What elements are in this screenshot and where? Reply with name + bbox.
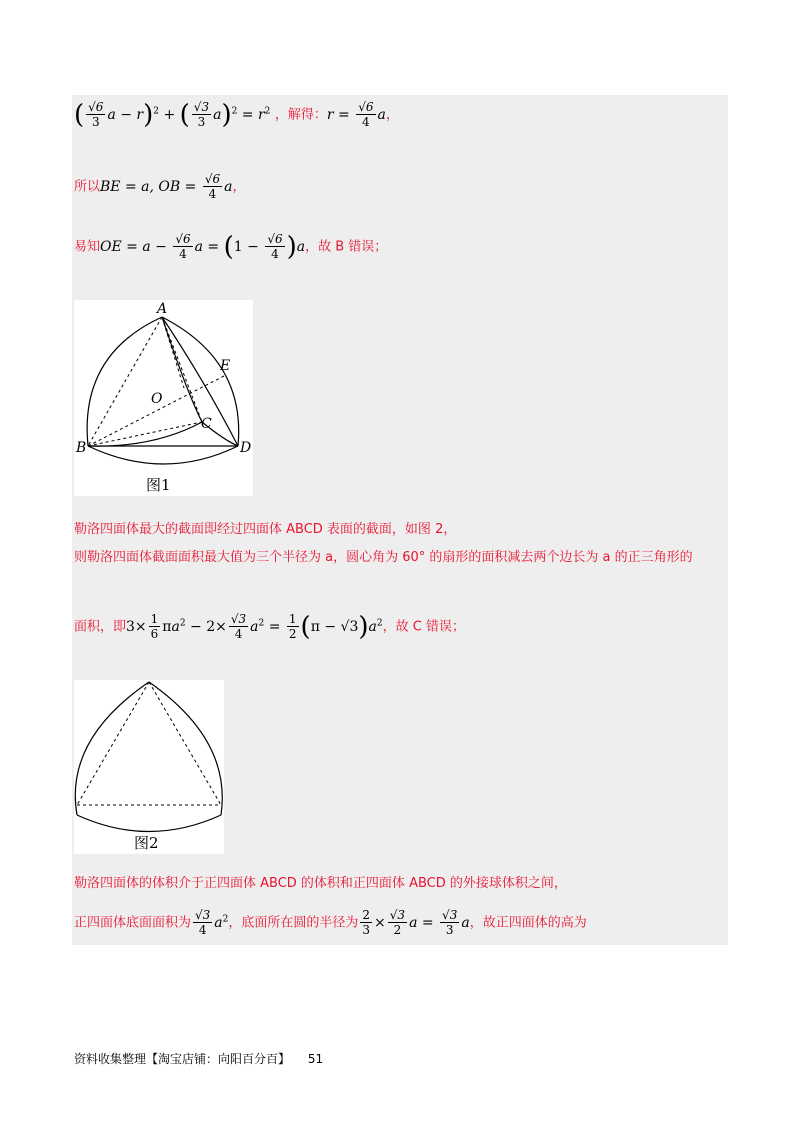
line-4: 勒洛四面体最大的截面即经过四面体 ABCD 表面的截面，如图 2， [74, 522, 457, 537]
figure-2 [74, 680, 224, 854]
equation-line-8: 正四面体底面面积为 $\frac{√3}{4}$ $a^2$，底面所在圆的半径为 $\frac{2}{3}$ × $\frac{√3}{2}$ a = $\frac{√3}{3}$ a，故正四面体的高为 [74, 908, 587, 937]
line-6-prefix: 面积，即 [74, 619, 127, 635]
figure-1-caption: 图1 [146, 476, 171, 494]
line-6-tail: ，故 C 错误； [382, 619, 465, 635]
label-a: A [157, 301, 168, 317]
equation-line-1: ( $\frac{√6}{3}$ a − r)$^2$ + ( $\frac{√3}{3}$ $a)^2 = r^2$ ，解得：r = $\frac{√6}{4}$ a， [74, 99, 399, 130]
label-b: B [76, 440, 87, 456]
line-5: 则勒洛四面体截面面积最大值为三个半径为 a，圆心角为 60° 的扇形的面积减去两个边长为 a 的正三角形的 [74, 550, 693, 565]
line-8-tail: ，故正四面体的高为 [469, 915, 587, 931]
label-d: D [240, 440, 252, 456]
line-8-prefix: 正四面体底面面积为 [74, 915, 192, 931]
label-e: E [220, 358, 231, 374]
equation-1: ( $\frac{√6}{3}$ a − r)$^2$ + ( $\frac{√3}{3}$ $a)^2 = r^2$ [74, 99, 271, 130]
line-7: 勒洛四面体的体积介于正四面体 ABCD 的体积和正四面体 ABCD 的外接球体积之间， [74, 876, 567, 891]
equation-line-2: 所以BE = a, OB = $\frac{√6}{4}$ a， [74, 172, 246, 201]
page-number: 51 [307, 1052, 324, 1066]
line-3-prefix: 易知 [74, 239, 101, 255]
line-3-tail: ，故 B 错误； [305, 239, 388, 255]
label-o: O [151, 391, 163, 407]
footer-source: 资料收集整理【淘宝店铺：向阳百分百】 [74, 1052, 291, 1066]
line-8-mid: ，底面所在圆的半径为 [228, 915, 359, 931]
reuleaux-triangle-diagram [74, 680, 224, 854]
line-1-text: ，解得： [274, 107, 327, 123]
figure-1 [74, 300, 253, 496]
figure-2-caption: 图2 [134, 834, 159, 852]
equation-line-6: 面积，即3× $\frac{1}{6}$ $\pi a^2 - 2\times$ $\frac{√3}{4}$ $a^2$ = $\frac{1}{2}$ $(\pi - √3)a^2$，故 C 错误； [74, 611, 465, 642]
reuleaux-tetrahedron-diagram [74, 300, 253, 496]
page-footer [74, 1050, 323, 1067]
line-2-prefix: 所以 [74, 179, 101, 195]
equation-line-3: 易知OE = a − $\frac{√6}{4}$ a = (1 − $\frac{√6}{4}$ )a，故 B 错误； [74, 231, 388, 262]
label-c: C [201, 416, 212, 432]
